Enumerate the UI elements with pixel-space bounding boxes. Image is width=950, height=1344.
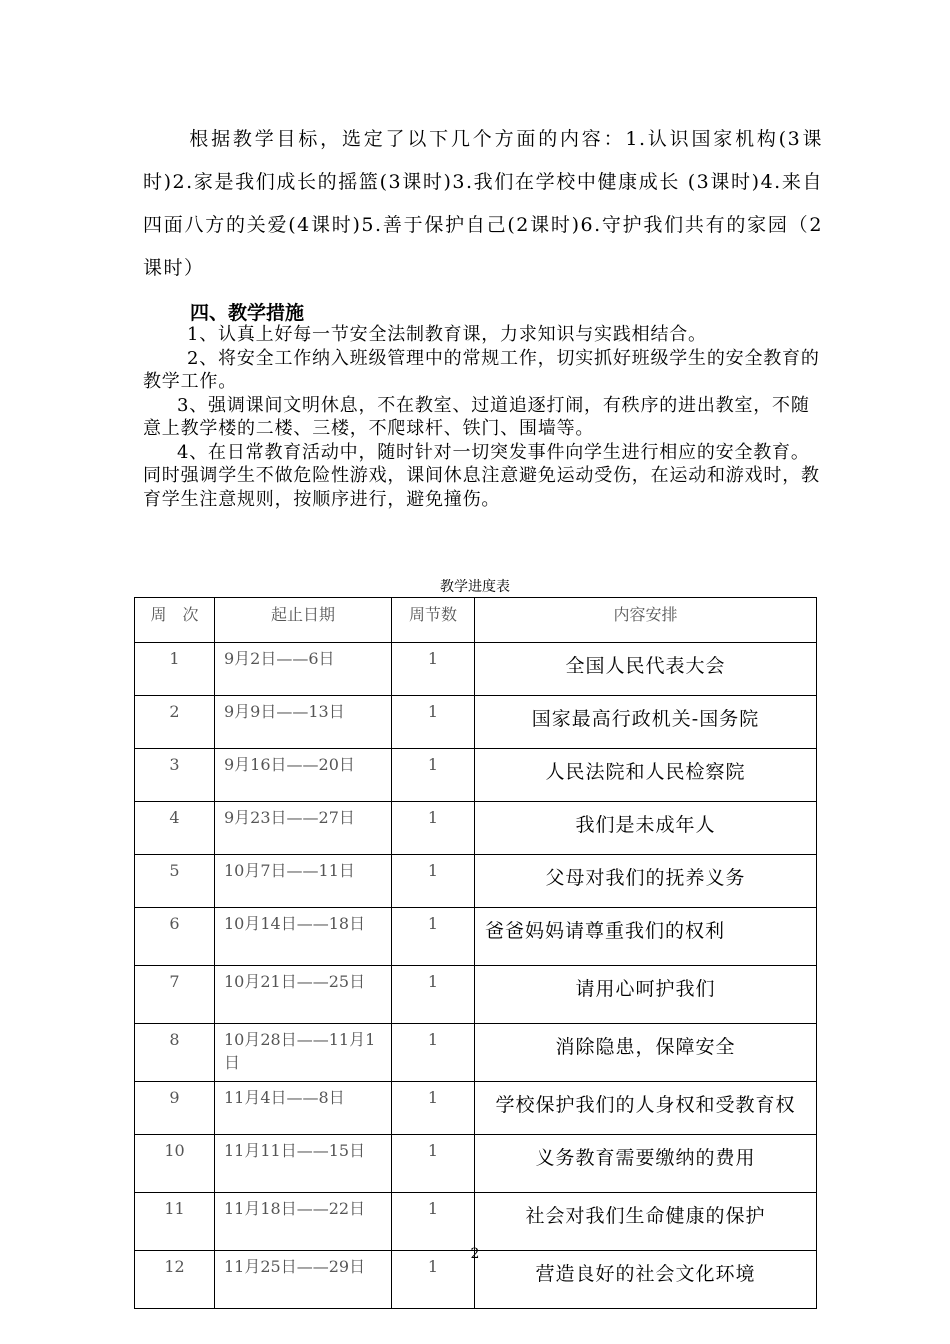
cell-count: 1	[392, 1193, 475, 1251]
cell-date: 10月21日——25日	[215, 966, 392, 1024]
intro-paragraph	[143, 118, 823, 290]
cell-date: 11月11日——15日	[215, 1135, 392, 1193]
measure-item: 1、认真上好每一节安全法制教育课，力求知识与实践相结合。	[187, 324, 707, 345]
section-heading: 四、教学措施	[190, 302, 305, 324]
cell-content: 我们是未成年人	[475, 802, 817, 855]
table-row	[135, 966, 817, 1024]
cell-content: 义务教育需要缴纳的费用	[475, 1135, 817, 1193]
cell-date: 9月9日——13日	[215, 696, 392, 749]
cell-date: 9月2日——6日	[215, 643, 392, 696]
cell-count: 1	[392, 1135, 475, 1193]
cell-week: 11	[135, 1193, 215, 1251]
cell-week: 2	[135, 696, 215, 749]
measures-list	[143, 323, 823, 511]
cell-week: 10	[135, 1135, 215, 1193]
header-week: 周 次	[135, 598, 215, 643]
table-row	[135, 908, 817, 966]
cell-count: 1	[392, 855, 475, 908]
cell-date: 10月28日——11月1日	[215, 1024, 392, 1082]
cell-date: 11月25日——29日	[215, 1251, 392, 1309]
cell-date: 10月7日——11日	[215, 855, 392, 908]
cell-week: 6	[135, 908, 215, 966]
header-date: 起止日期	[215, 598, 392, 643]
cell-count: 1	[392, 908, 475, 966]
cell-content: 父母对我们的抚养义务	[475, 855, 817, 908]
cell-week: 1	[135, 643, 215, 696]
cell-content: 营造良好的社会文化环境	[475, 1251, 817, 1309]
cell-week: 5	[135, 855, 215, 908]
cell-count: 1	[392, 643, 475, 696]
cell-week: 7	[135, 966, 215, 1024]
measure-item: 3、强调课间文明休息，不在教室、过道追逐打闹，有秩序的进出教室，不随意上教学楼的二楼、三楼，不爬球杆、铁门、围墙等。	[143, 394, 810, 439]
table-row	[135, 802, 817, 855]
cell-week: 9	[135, 1082, 215, 1135]
cell-week: 12	[135, 1251, 215, 1309]
cell-count: 1	[392, 966, 475, 1024]
table-row	[135, 696, 817, 749]
cell-count: 1	[392, 696, 475, 749]
cell-content: 消除隐患，保障安全	[475, 1024, 817, 1082]
cell-date: 11月4日——8日	[215, 1082, 392, 1135]
cell-date: 9月23日——27日	[215, 802, 392, 855]
table-row	[135, 1024, 817, 1082]
table-row	[135, 749, 817, 802]
cell-count: 1	[392, 749, 475, 802]
cell-week: 4	[135, 802, 215, 855]
table-row	[135, 1135, 817, 1193]
intro-text: 根据教学目标，选定了以下几个方面的内容：1.认识国家机构(3课时)2.家是我们成长的摇篮(3课时)3.我们在学校中健康成长 (3课时)4.来自四面八方的关爱(4课时)5.善于保护自己(2课时)6.守护我们共有的家园（2课时）	[143, 128, 823, 279]
table-row	[135, 1082, 817, 1135]
page-number: 2	[470, 1246, 480, 1262]
schedule-table	[134, 597, 817, 1309]
cell-count: 1	[392, 1251, 475, 1309]
table-row	[135, 1193, 817, 1251]
cell-content: 全国人民代表大会	[475, 643, 817, 696]
cell-content: 学校保护我们的人身权和受教育权	[475, 1082, 817, 1135]
cell-count: 1	[392, 1024, 475, 1082]
cell-content: 国家最高行政机关-国务院	[475, 696, 817, 749]
table-caption: 教学进度表	[440, 579, 510, 595]
cell-week: 8	[135, 1024, 215, 1082]
cell-content: 社会对我们生命健康的保护	[475, 1193, 817, 1251]
table-row	[135, 855, 817, 908]
cell-content: 爸爸妈妈请尊重我们的权利	[475, 908, 817, 966]
measure-item: 2、将安全工作纳入班级管理中的常规工作，切实抓好班级学生的安全教育的教学工作。	[143, 347, 820, 392]
cell-date: 9月16日——20日	[215, 749, 392, 802]
cell-date: 10月14日——18日	[215, 908, 392, 966]
table-row	[135, 643, 817, 696]
cell-count: 1	[392, 1082, 475, 1135]
header-content: 内容安排	[475, 598, 817, 643]
cell-count: 1	[392, 802, 475, 855]
cell-week: 3	[135, 749, 215, 802]
table-header-row	[135, 598, 817, 643]
cell-content: 请用心呵护我们	[475, 966, 817, 1024]
cell-content: 人民法院和人民检察院	[475, 749, 817, 802]
cell-date: 11月18日——22日	[215, 1193, 392, 1251]
header-count: 周节数	[392, 598, 475, 643]
measure-item: 4、在日常教育活动中，随时针对一切突发事件向学生进行相应的安全教育。同时强调学生不做危险性游戏，课间休息注意避免运动受伤，在运动和游戏时，教育学生注意规则，按顺序进行，避免撞伤。	[143, 441, 820, 510]
